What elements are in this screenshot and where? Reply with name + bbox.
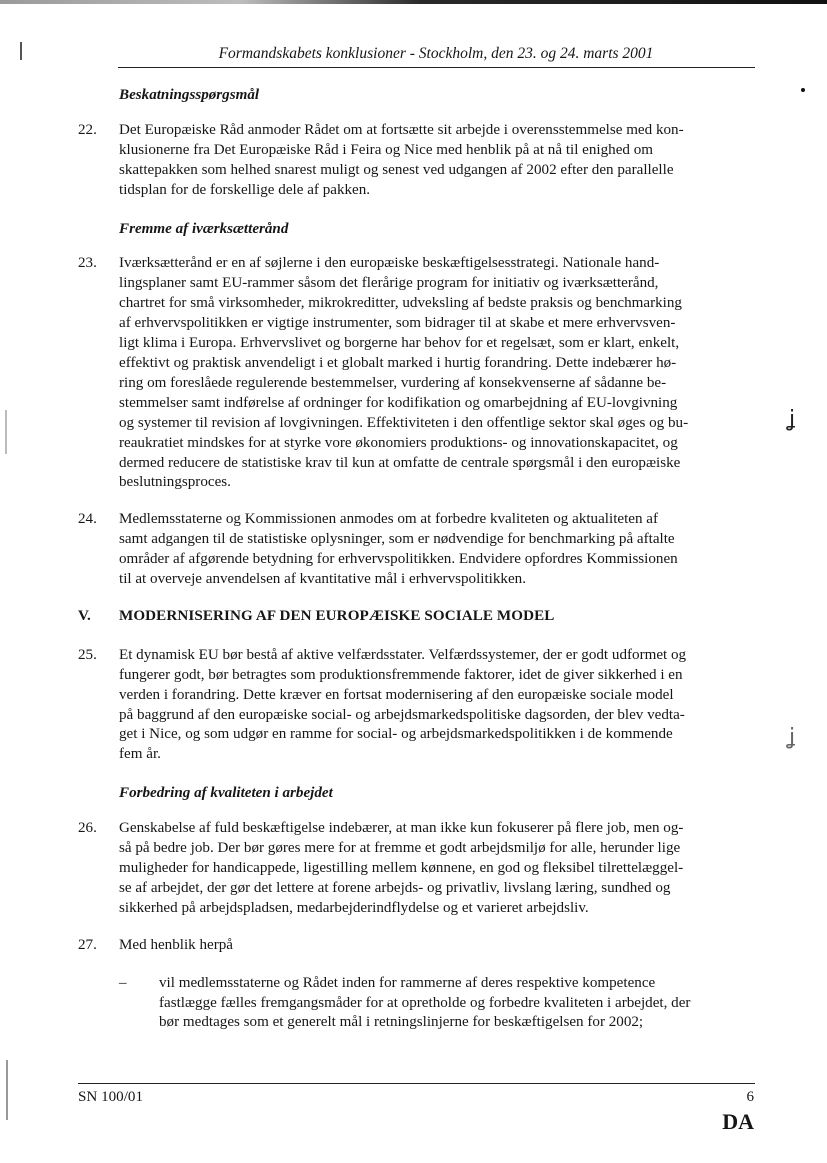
text-line: verden i forandring. Dette kræver en fortsat modernisering af den europæiske sociale model [119, 686, 674, 703]
text-line: samt adgangen til de statistiske oplysninger, som er nødvendige for benchmarking på aftalte [119, 531, 675, 548]
text-line: og systemer til revision af lovgivningen. Effektiviteten i den offentlige sektor skal øges og bu- [119, 414, 689, 431]
text-line: ligt klima i Europa. Erhvervslivet og borgerne har behov for et regelsæt, som er klart, enkelt, [119, 335, 680, 352]
text-line: se af arbejdet, der gør det lettere at forene arbejds- og privatliv, livslang læring, sundhed og [119, 879, 671, 896]
text-line: ring om foreslåede regulerende bestemmelser, vurdering af konsekvenserne af sådanne be- [119, 374, 667, 391]
footer-rule [78, 1083, 755, 1084]
scan-speck [801, 88, 805, 92]
text-line: fem år. [119, 746, 161, 763]
scan-top-edge [0, 0, 827, 4]
section-number: V. [78, 607, 91, 624]
running-header: Formandskabets konklusioner - Stockholm, den 23. og 24. marts 2001 [218, 45, 654, 62]
text-line: Iværksætterånd er en af søjlerne i den europæiske beskæftigelsesstrategi. Nationale hand- [119, 255, 660, 272]
text-line: skattepakken som helhed snarest muligt og senest ved udgangen af 2002 efter den parallelle [119, 161, 674, 178]
paragraph-number: 22. [78, 121, 97, 138]
paragraph-number: 26. [78, 820, 97, 837]
language-code: DA [722, 1109, 754, 1134]
subsection-heading: Fremme af iværksætterånd [119, 220, 289, 237]
closing-bracket-mark: ʝ [789, 407, 796, 432]
paragraph-text [119, 819, 758, 919]
bullet-item [119, 974, 758, 1034]
numbered-paragraph [78, 936, 758, 956]
text-line: lingsplaner samt EU-rammer såsom det flerårige program for initiativ og iværksætterånd, [119, 275, 659, 292]
text-line: chartret for små virksomheder, mikrokreditter, udveksling af bedste praksis og benchmarking [119, 295, 682, 312]
text-line: dermed reducere de statistiske krav til kun at omfatte de centrale spørgsmål i den europæiske [119, 454, 681, 471]
numbered-paragraph [78, 254, 758, 493]
text-line: beslutningsproces. [119, 474, 231, 491]
paragraph-number: 27. [78, 936, 97, 953]
text-line: klusionerne fra Det Europæiske Råd i Feira og Nice med henblik på at nå til enighed om [119, 141, 654, 158]
text-line: fungerer godt, bør betragtes som produktionsfremmende faktorer, idet de giver sikkerhed i en [119, 666, 683, 683]
text-line: sikkerhed på arbejdspladsen, medarbejderindflydelse og et varieret arbejdsliv. [119, 899, 589, 916]
closing-bracket-mark: ʝ [789, 725, 796, 750]
text-line: get i Nice, og som udgør en ramme for social- og arbejdsmarkedspolitikken i de kommende [119, 726, 673, 743]
paragraph-text [119, 510, 758, 590]
paragraph-number: 24. [78, 511, 97, 528]
scan-speck [6, 1060, 8, 1120]
text-line: bør medtages som et generelt mål i retningslinjerne for beskæftigelsen for 2002; [159, 1014, 644, 1031]
paragraph-number: 23. [78, 255, 97, 272]
text-line: på baggrund af den europæiske social- og arbejdsmarkedspolitiske dagsorden, der blev vedta- [119, 706, 685, 723]
text-line: af erhvervspolitikken er vigtige instrumenter, som bidrager til at skabe et mere erhvervsven- [119, 315, 676, 332]
text-line: effektivt og praktisk anvendeligt i et globalt marked i hurtig forandring. Dette indebærer hø- [119, 354, 677, 371]
section-heading [78, 607, 758, 627]
subsection-heading: Forbedring af kvaliteten i arbejdet [119, 785, 333, 802]
text-line: muligheder for handicappede, ligestilling mellem kønnene, en god og fleksibel tilrettelæggel- [119, 860, 684, 876]
scan-speck [20, 42, 22, 60]
numbered-paragraph [78, 510, 758, 590]
text-line: Genskabelse af fuld beskæftigelse indebærer, at man ikke kun fokuserer på flere job, men og- [119, 820, 684, 837]
text-line: fastlægge fælles fremgangsmåder for at opretholde og forbedre kvaliteten i arbejdet, der [159, 994, 691, 1011]
paragraph-text [119, 254, 758, 493]
text-line: så på bedre job. Der bør gøres mere for at fremme et godt arbejdsmiljø for alle, herunder lige [119, 840, 681, 857]
bullet-dash: – [119, 974, 127, 991]
text-line: Det Europæiske Råd anmoder Rådet om at fortsætte sit arbejde i overensstemmelse med kon- [119, 121, 684, 138]
text-line: Med henblik herpå [119, 936, 234, 953]
numbered-paragraph [78, 646, 758, 765]
text-line: vil medlemsstaterne og Rådet inden for rammerne af deres respektive kompetence [159, 974, 656, 991]
page-number: 6 [746, 1089, 754, 1105]
text-line: områder af afgørende betydning for erhvervspolitikken. Endvidere opfordres Kommissionen [119, 551, 678, 568]
scan-speck [5, 410, 7, 454]
paragraph-text [159, 974, 758, 1034]
text-line: Et dynamisk EU bør bestå af aktive velfærdsstater. Velfærdssystemer, der er godt udformet og [119, 646, 687, 663]
text-line: Medlemsstaterne og Kommissionen anmodes om at forbedre kvaliteten og aktualiteten af [119, 511, 659, 528]
text-line: reaukratiet mindskes for at styrke vore økonomiers produktions- og innovationskapacitet, og [119, 434, 678, 451]
paragraph-number: 25. [78, 646, 97, 663]
text-line: til at overveje anvendelsen af kvantitative mål i erhvervspolitikken. [119, 571, 526, 588]
paragraph-text [119, 646, 758, 765]
numbered-paragraph [78, 819, 758, 919]
paragraph-text [119, 121, 758, 201]
document-body [78, 86, 758, 1033]
header-rule [118, 67, 755, 68]
text-line: tidsplan for de forskellige dele af pakken. [119, 181, 371, 198]
subsection-heading: Beskatningsspørgsmål [119, 87, 260, 103]
numbered-paragraph [78, 121, 758, 201]
paragraph-text [119, 936, 758, 956]
section-title: MODERNISERING AF DEN EUROPÆISKE SOCIALE MODEL [119, 607, 555, 624]
document-reference: SN 100/01 [78, 1089, 143, 1105]
text-line: stemmelser samt indførelse af ordninger for kodifikation og omarbejdning af EU-lovgivning [119, 394, 678, 411]
